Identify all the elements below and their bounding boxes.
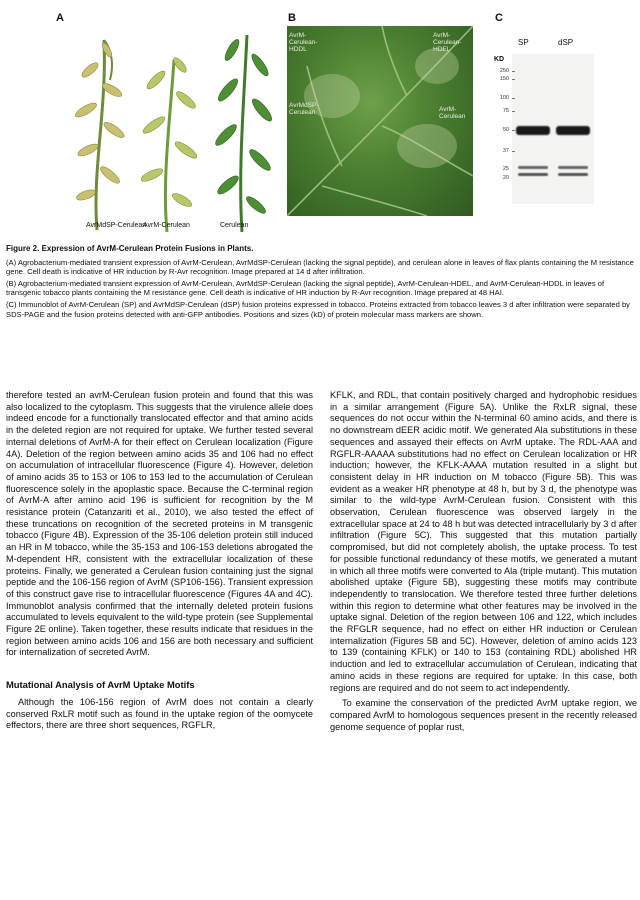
panel-b-leaf-label-2: AvrM- Cerulean- HDEL — [433, 32, 462, 53]
marker-250: 250 — [499, 68, 509, 74]
plant-avrmdsp-cerulean — [96, 40, 112, 230]
marker-75: 75 — [502, 108, 509, 114]
figure-caption — [6, 244, 634, 321]
marker-tick — [512, 98, 515, 99]
marker-25: 25 — [502, 166, 509, 172]
marker-20: 20 — [502, 175, 509, 181]
panel-a-letter: A — [56, 12, 64, 24]
panel-a-flax-plants-image — [52, 10, 280, 238]
marker-tick — [512, 151, 515, 152]
marker-tick — [512, 130, 515, 131]
caption-panel-a: (A) Agrobacterium-mediated transient expression of AvrM-Cerulean, AvrMdSP-Cerulean (lacking the signal peptide), and cerulean alone in leaves of flax plants containing the M resistance gene. Cell death is indicative of HR induction by R-Avr recognition. Image prepared at 14 d after infiltration. — [6, 257, 634, 277]
caption-title: Figure 2. Expression of AvrM-Cerulean Protein Fusions in Plants. — [6, 244, 254, 253]
band-dsp-minor-1 — [558, 166, 588, 169]
panel-a-label-2: AvrM-Cerulean — [143, 222, 190, 229]
panel-b-leaf-label-1: AvrM- Cerulean- HDDL — [289, 32, 318, 53]
lane-label-sp: SP — [518, 38, 529, 47]
band-sp-minor-2 — [518, 173, 548, 176]
panel-a-label-1: AvrMdSP-Cerulean — [86, 222, 147, 229]
immunoblot-membrane — [512, 54, 594, 204]
panel-c-letter: C — [495, 12, 503, 24]
marker-100: 100 — [499, 95, 509, 101]
marker-tick — [512, 71, 515, 72]
right-paragraph-2: To examine the conservation of the predicted AvrM uptake region, we compared AvrM to homologous sequences present in the recently released genome sequence of poplar rust, — [330, 698, 637, 732]
caption-panel-b: (B) Agrobacterium-mediated transient expression of AvrM-Cerulean, AvrMdSP-Cerulean (lacking the signal peptide), AvrM-Cerulean-HDEL, and AvrM-Cerulean-HDDL in leaves of transgenic tobacco plants containing the M resistance gene. Cell death is indicative of HR induction by R-Avr recognition. Image prepared at 48 HAI. — [6, 278, 605, 298]
left-column — [6, 390, 313, 732]
panel-b-tobacco-leaf-image — [287, 26, 473, 216]
panel-b-leaf-label-3: AvrMdSP- Cerulean — [289, 102, 319, 116]
panel-b-letter: B — [288, 12, 296, 24]
marker-37: 37 — [502, 148, 509, 154]
band-sp-minor-1 — [518, 166, 548, 169]
marker-50: 50 — [502, 127, 509, 133]
section-heading: Mutational Analysis of AvrM Uptake Motifs — [6, 679, 195, 691]
left-paragraph-2: Although the 106-156 region of AvrM does not contain a clearly conserved RxLR motif such as found in the uptake region of the oomycete effectors, there are three short sequences, RGFLR, — [6, 696, 313, 731]
left-paragraph-1: therefore tested an avrM-Cerulean fusion protein and found that this was also localized to the cytoplasm. This suggests that the virulence allele does indeed encode for a functionally translocated effector and that amino acids in the deleted region are not required for uptake. We further tested several internal deletions of AvrM-A for their effect on Cerulean localization (Figure 4A). Deletion of the region between amino acids 35 and 106 had no effect on accumulation of intracellular fluorescence (Figure 4). However, deletion of amino acids 35 to 153 or 106 to 153 led to the accumulation of Cerulean fluorescence solely in the apoplastic space. Because the C-terminal region of AvrM-A after amino acid 196 is sufficient for recognition by the M resistance protein (Catanzariti et al., 2010), we also tested the effect of these truncations on recognition of the secreted proteins in M transgenic tobacco (Figure 4B). Expression of the 35-106 deletion protein still induced an HR in M tobacco, while the 35-153 and 106-153 deletions abrogated the M-dependent HR, consistent with the extracellular localization of these proteins. Finally, we generated a Cerulean fusion containing just the signal peptide and the 106-156 region of AvrM (SP106-156). Transient expression of this construct gave rise to intracellular fluorescence (Figures 4A and 4C). Immunoblot analysis confirmed that the internally deleted protein fusions accumulated to levels equivalent to the wild-type protein (see Supplemental Figure 2E online). Taken together, these results indicate that residues in the region between amino acids 106 and 156 are both necessary and sufficient for internalization of secreted AvrM. — [6, 390, 313, 658]
marker-tick — [512, 111, 515, 112]
band-sp-main — [516, 126, 550, 135]
panel-a-label-3: Cerulean — [220, 222, 249, 229]
kd-label: KD — [494, 56, 505, 63]
caption-panel-c: (C) Immunoblot of AvrM-Cerulean (SP) and AvrMdSP-Cerulean (dSP) fusion proteins expressed in tobacco. Proteins extracted from tobacco leaves 3 d after infiltration were separated by SDS-PAGE and the fusion proteins detected with anti-GFP antibodies. Positions and sizes (kD) of protein molecular mass markers are shown. — [6, 299, 630, 319]
panel-b-leaf-veins — [287, 26, 473, 216]
lane-label-dsp: dSP — [558, 38, 574, 47]
marker-150: 150 — [499, 76, 509, 82]
band-dsp-minor-2 — [558, 173, 588, 176]
panel-b-leaf-label-4: AvrM- Cerulean — [439, 106, 466, 120]
right-column — [330, 390, 637, 733]
right-paragraph-1: KFLK, and RDL, that contain positively charged and hydrophobic residues in a similar arrangement (Figure 5A). Unlike the RxLR signal, these sequences do not occur within the N-terminal 60 amino acids, and there is no downstream dEER acidic motif. We generated Ala substitutions in these sequences and assayed their effects on AvrM uptake. The RDL-AAA and RGFLR-AAAAA substitutions had no effect on Cerulean localization or HR induction; however, the KFLK-AAAA mutation resulted in a slight but consistent delay in HR induction on M tobacco (Figure 5B). This was evident as a weaker HR phenotype at 48 h, but by 3 d, the phenotype was similar to the wild-type AvrM-Cerulean fusion. Consistent with this observation, Cerulean fluorescence was observed largely in the extracellular space at 24 to 48 h but was detected intracellularly by 3 d after infiltration (Figure 5C). This suggested that this mutation partially compromised, but did not completely abolish, the uptake process. To test for possible functional redundancy of these motifs, we generated a mutant in which all three motifs were converted to Ala (triple mutant). This mutation abolished uptake (Figure 5B), suggesting these motifs may contribute independently to translocation. We therefore tested three further deletions within this region to determine what other features may be involved in the uptake signal. Deletion of the region between 106 and 122, which includes the RFGLR sequence, had no effect on either HR induction or Cerulean internalization (Figures 5B and 5C). However, deletion of amino acids 123 to 139 (containing KFLK) or 140 to 153 (containing RDL) abolished HR induction and led to extracellular accumulation of Cerulean, indicating that amino acids in these regions are required for uptake. In this case, both regions are required and do not seem to act independently. — [330, 390, 637, 693]
band-dsp-main — [556, 126, 590, 135]
marker-tick — [512, 79, 515, 80]
